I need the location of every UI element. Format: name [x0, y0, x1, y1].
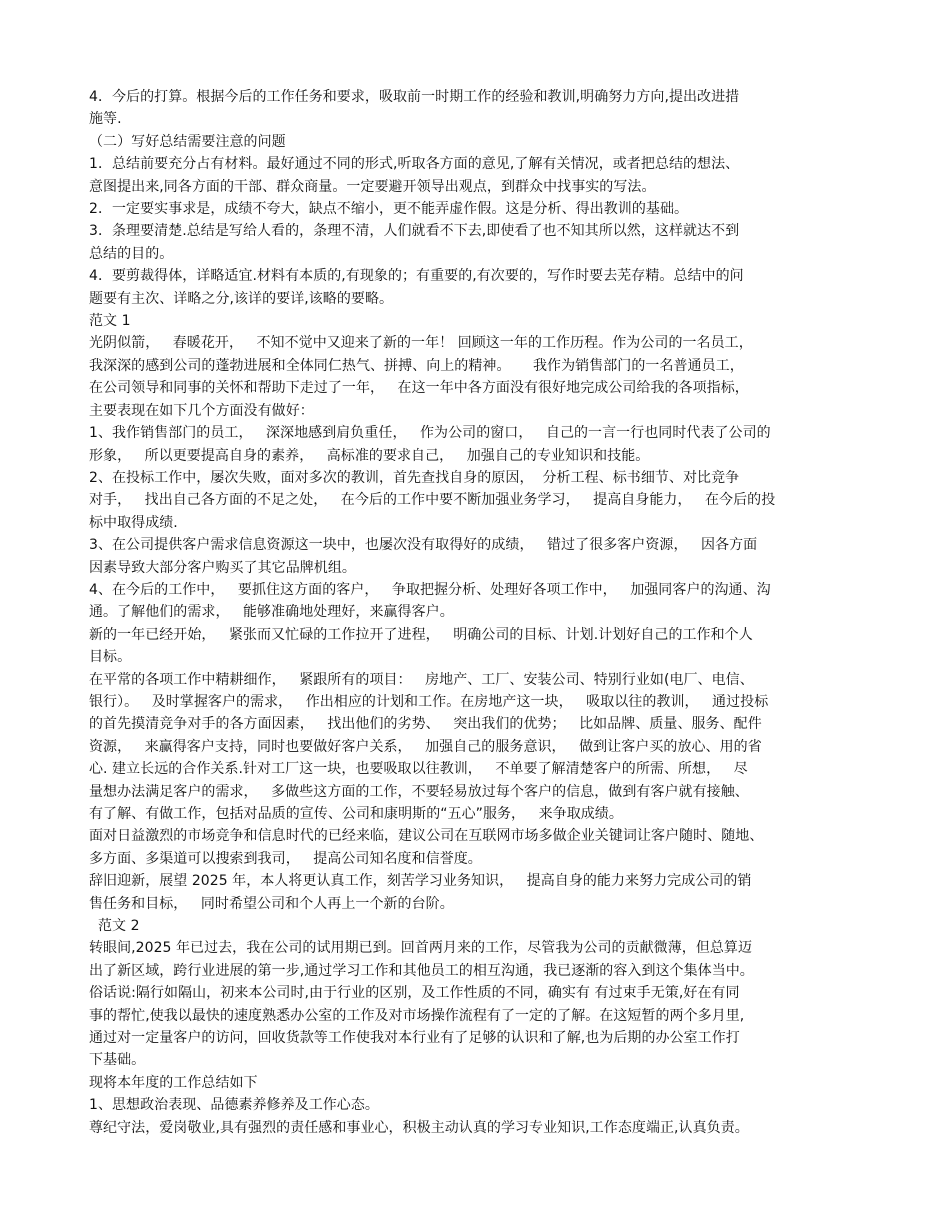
text-line: 题要有主次、详略之分,该详的要详,该略的要略。 — [89, 290, 394, 307]
section-heading: （二）写好总结需要注意的问题 — [89, 133, 286, 150]
text-line: 意图提出来,同各方面的干部、群众商量。一定要避开领导出观点，到群众中找事实的写法。 — [89, 178, 656, 195]
text-line: 通过对一定量客户的访问，回收货款等工作使我对本行业有了足够的认识和了解,也为后期的办公室工作打 — [89, 1030, 740, 1047]
text-line: 的首先摸清竞争对手的各方面因素， 找出他们的劣势、 突出我们的优势； 比如品牌、质量、服务、配件 — [89, 716, 762, 733]
text-line: 3、在公司提供客户需求信息资源这一块中，也屡次没有取得好的成绩， 错过了很多客户资源， 因各方面 — [89, 537, 758, 554]
text-line: 现将本年度的工作总结如下 — [89, 1074, 258, 1091]
text-line: 辞旧迎新，展望 2025 年，本人将更认真工作，刻苦学习业务知识， 提高自身的能力来努力完成公司的销 — [89, 873, 752, 890]
text-line: 目标。 — [89, 649, 132, 666]
text-line: 3．条理要清楚.总结是写给人看的，条理不清，人们就看不下去,即使看了也不知其所以然，这样就达不到 — [89, 223, 740, 240]
text-line: 心. 建立长远的合作关系.针对工厂这一块，也要吸取以往教训， 不单要了解清楚客户的所需、所想， 尽 — [89, 761, 748, 778]
text-line: 我深深的感到公司的蓬勃进展和全体同仁热气、拼搏、向上的精神。 我作为销售部门的一名普通员工， — [89, 357, 744, 374]
text-line: 多方面、多渠道可以搜索到我司， 提高公司知名度和信誉度。 — [89, 850, 482, 867]
text-line: 4．今后的打算。根据今后的工作任务和要求，吸取前一时期工作的经验和教训,明确努力方向,提出改进措 — [89, 89, 740, 105]
text-line: 1．总结前要充分占有材料。最好通过不同的形式,听取各方面的意见,了解有关情况，或者把总结的想法、 — [89, 156, 740, 173]
text-line: 尊纪守法，爱岗敬业,具有强烈的责任感和事业心，积极主动认真的学习专业知识,工作态度端正,认真负责。 — [89, 1119, 749, 1136]
text-line: 总结的目的。 — [89, 245, 174, 262]
text-line: 光阴似箭， 春暖花开， 不知不觉中又迎来了新的一年！ 回顾这一年的工作历程。作为公司的一名员工， — [89, 335, 753, 352]
text-line: 银行）。 及时掌握客户的需求， 作出相应的计划和工作。在房地产这一块， 吸取以往的教训， 通过投标 — [89, 693, 769, 710]
text-line: 有了解、有做工作，包括对品质的宣传、公司和康明斯的“五心”服务， 来争取成绩。 — [89, 806, 623, 822]
text-line: 1、思想政治表现、品德素养修养及工作心态。 — [89, 1097, 379, 1114]
text-line: 对手， 找出自己各方面的不足之处， 在今后的工作中要不断加强业务学习， 提高自身能力， 在今后的投 — [89, 492, 776, 509]
text-line: 下基础。 — [89, 1052, 146, 1069]
text-line: 量想办法满足客户的需求， 多做些这方面的工作，不要轻易放过每个客户的信息，做到有客户就有接触、 — [89, 783, 749, 800]
text-line: 在公司领导和同事的关怀和帮助下走过了一年， 在这一年中各方面没有很好地完成公司给我的各项指标， — [89, 380, 749, 397]
text-line: 新的一年已经开始， 紧张而又忙碌的工作拉开了进程， 明确公司的目标、计划.计划好自己的工作和个人 — [89, 626, 753, 643]
text-line: 通。了解他们的需求， 能够准确地处理好，来赢得客户。 — [89, 604, 454, 621]
text-line: 1、我作销售部门的员工， 深深地感到肩负重任， 作为公司的窗口， 自己的一言一行也同时代表了公司的 — [89, 425, 771, 442]
text-line: 施等. — [89, 111, 122, 128]
text-line: 范文 2 — [89, 918, 140, 935]
text-line: 面对日益激烈的市场竞争和信息时代的已经来临，建议公司在互联网市场多做企业关键词让客户随时、随地、 — [89, 828, 764, 845]
sample-heading: 转眼间,2025 年已过去，我在公司的试用期已到。回首两月来的工作，尽管我为公司的贡献微薄，但总算迈 — [89, 940, 753, 957]
text-line: 资源， 来赢得客户支持，同时也要做好客户关系， 加强自己的服务意识， 做到让客户买的放心、用的省 — [89, 738, 762, 755]
text-line: 主要表现在如下几个方面没有做好： — [89, 402, 314, 419]
text-line: 出了新区域，跨行业进展的第一步,通过学习工作和其他员工的相互沟通，我已逐渐的容入到这个集体当中。 — [89, 962, 754, 979]
text-line: 标中取得成绩. — [89, 514, 178, 531]
text-line: 形象， 所以更要提高自身的素养， 高标准的要求自己， 加强自己的专业知识和技能。 — [89, 447, 650, 464]
text-line: 因素导致大部分客户购买了其它品牌机组。 — [89, 559, 356, 576]
text-line: 俗话说:隔行如隔山，初来本公司时,由于行业的区别，及工作性质的不同，确实有 有过束手无策,好在有同 — [89, 985, 740, 1002]
text-line: 4．要剪裁得体，详略适宜.材料有本质的,有现象的；有重要的,有次要的，写作时要去芜存精。总结中的问 — [89, 268, 744, 285]
text-line: 售任务和目标， 同时希望公司和个人再上一个新的台阶。 — [89, 895, 454, 912]
text-line: 2．一定要实事求是，成绩不夸大，缺点不缩小，更不能弄虚作假。这是分析、得出教训的基础。 — [89, 201, 689, 218]
text-line: 事的帮忙,使我以最快的速度熟悉办公室的工作及对市场操作流程有了一定的了解。在这短暂的两个多月里, — [89, 1007, 745, 1024]
sample-heading: 范文 1 — [89, 313, 131, 330]
text-line: 4、在今后的工作中， 要抓住这方面的客户， 争取把握分析、处理好各项工作中， 加强同客户的沟通、沟 — [89, 581, 771, 598]
text-line: 在平常的各项工作中精耕细作， 紧跟所有的项目： 房地产、工厂、安装公司、特别行业如(电厂、电信、 — [89, 671, 754, 688]
text-line: 2、在投标工作中，屡次失败，面对多次的教训，首先查找自身的原因， 分析工程、标书细节、对比竞争 — [89, 469, 740, 486]
